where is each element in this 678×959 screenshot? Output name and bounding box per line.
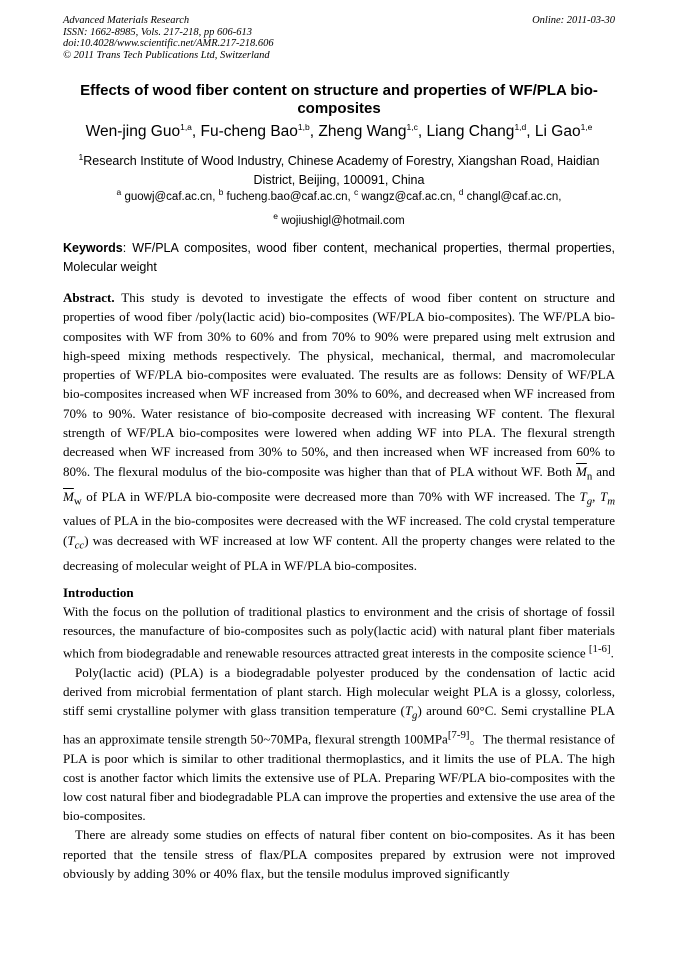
email-list: $^a$ guowj@caf.ac.cn, $^b$ fucheng.bao@caf.ac.cn, $^c$ wangz@caf.ac.cn, $^d$ changl@caf.ac.cn, $^e$ wojiushigl@hotmail.com: [116, 187, 562, 227]
running-header: [63, 15, 615, 61]
email-sup: e: [273, 210, 278, 221]
email-address[interactable]: wangz@caf.ac.cn: [361, 190, 453, 203]
author-name: Fu-cheng Bao: [200, 123, 298, 141]
abstract-text: This study is devoted to investigate the effects of wood fiber content on structure and properties of wood fiber /poly(lactic acid) bio-composites (WF/PLA bio-composites). The WF/PLA bio-composites with WF from 30% to 60% and from 70% to 90% were prepared using melt extrusion and high-speed mixing methods respectively. The physical, mechanical, thermal, and macromolecular properties of WF/PLA bio-composites were evaluated. The results are as follows: Density of WF/PLA bio-composites increased when WF increased from 30% to 60%, and decreased when WF increased from 70% to 90%. Water resistance of bio-composite decreased with increasing WF content. The flexural strength of WF/PLA bio-composites were lowered when adding WF into PLA. The flexural strength decreased when WF increased from 30% to 50%, and then increased when WF increased from 60% to 80%. The flexural modulus of the bio-composite was higher than that of PLA without WF. Both: [63, 290, 616, 479]
section-heading: Introduction: [63, 585, 134, 600]
journal-name: Advanced Materials Research: [63, 15, 190, 26]
author-sup: 1,d: [514, 122, 527, 132]
paragraph-text: Poly(lactic acid) (PLA) is a biodegradable polyester produced by the condensation of lactic acid derived from microbial fermentation of plant starch. High molecular weight PLA is a glossy, colorless, stiff semi crystalline polymer with glass transition temperature (: [63, 664, 615, 719]
paragraph-text: With the focus on the pollution of traditional plastics to environment and the crisis of shortage of fossil resources, the manufacture of bio-composites such as poly(lactic acid) with natural plant fiber materials which from biodegradable and renewable resources attracted great interests in the composite science: [63, 604, 615, 661]
email-sup: d: [458, 187, 464, 197]
author-sup: 1,e: [580, 122, 593, 132]
abstract-text: of PLA in WF/PLA bio-composite were decreased more than 70% with WF increased. The: [81, 488, 580, 504]
abstract: [63, 288, 615, 575]
tg-symbol: T: [404, 703, 413, 719]
email-address[interactable]: wojiushigl@hotmail.com: [281, 214, 405, 227]
tg-subscript: g: [586, 495, 593, 508]
paragraph: [63, 663, 615, 826]
author-name: Zheng Wang: [318, 123, 407, 141]
affiliation-text: Research Institute of Wood Industry, Chinese Academy of Forestry, Xiangshan Road, Haidian District, Beijing, 100091, China: [83, 154, 600, 187]
mw-subscript: w: [73, 495, 82, 508]
author-name: Liang Chang: [426, 123, 515, 141]
email-address[interactable]: fucheng.bao@caf.ac.cn: [226, 190, 348, 203]
abstract-text: ,: [592, 488, 600, 504]
author-name: Li Gao: [534, 123, 581, 141]
paper-title: Effects of wood fiber content on structure and properties of WF/PLA bio-composites: [80, 82, 598, 117]
abstract-text: ) was decreased with WF increased at low WF content. All the property changes were related to the decreasing of molecular weight of PLA in WF/PLA bio-composites.: [63, 532, 615, 573]
email-address[interactable]: changl@caf.ac.cn: [466, 190, 559, 203]
mn-symbol: $\overline{M}$: [576, 463, 587, 479]
mn-subscript: n: [586, 470, 593, 483]
tm-subscript: m: [607, 495, 616, 508]
tcc-subscript: cc: [74, 539, 85, 552]
tm-symbol: T: [599, 488, 608, 504]
email-sup: c: [353, 187, 359, 197]
paragraph-text: ) around 60°C. Semi crystalline PLA has an approximate tensile strength 50~70MPa, flexural strength 100MPa: [63, 703, 615, 747]
tg-subscript: g: [412, 709, 418, 722]
author-sup: 1,c: [406, 122, 418, 132]
author-list: Wen-jing Guo$^{1,a}$, Fu-cheng Bao$^{1,b}$, Zheng Wang$^{1,c}$, Liang Chang$^{1,d}$, Li Gao$^{1,e}$: [85, 122, 593, 141]
abstract-label: Abstract.: [63, 290, 115, 305]
email-sup: b: [218, 187, 224, 197]
online-date: Online: 2011-03-30: [532, 15, 615, 26]
author-name: Wen-jing Guo: [85, 123, 181, 141]
paragraph-text: There are already some studies on effects of natural fiber content on bio-composites. As it has been reported that the tensile stress of flax/PLA composites prepared by extrusion were not improved obviously by adding 30% or 40% flax, but the tensile modulus improved significantly: [63, 827, 615, 881]
introduction-body: [63, 602, 615, 883]
paragraph-text: 。The thermal resistance of PLA is poor which is similar to other traditional thermoplastics, and it limits the use of PLA. The high cost is another factor which limits the extensive use of PLA. Preparing WF/PLA bio-composites with the low cost natural fiber and biodegradable PLA can improve the properties and extensive the use area of the bio-composites.: [63, 731, 615, 824]
keywords: Keywords: WF/PLA composites, wood fiber content, mechanical properties, thermal properties, Molecular weight: [63, 241, 615, 274]
issn-line: ISSN: 1662-8985, Vols. 217-218, pp 606-613: [63, 26, 252, 38]
citation: [7-9]: [447, 729, 470, 742]
affiliation-sup: 1: [78, 152, 84, 162]
email-sup: a: [116, 187, 122, 197]
copyright-line: © 2011 Trans Tech Publications Ltd, Switzerland: [63, 49, 270, 61]
author-sup: 1,a: [180, 122, 192, 132]
abstract-text: values of PLA in the bio-composites were decreased with the WF increased. The cold crystal temperature (: [63, 513, 615, 548]
paragraph-text: .: [610, 645, 614, 661]
keywords-text: WF/PLA composites, wood fiber content, mechanical properties, thermal properties, Molecular weight: [63, 241, 615, 274]
paragraph: [63, 825, 615, 883]
tcc-symbol: T: [67, 532, 75, 548]
mw-symbol: $\overline{M}$: [63, 488, 74, 504]
keywords-label: Keywords: [63, 241, 123, 255]
paragraph: [63, 602, 615, 663]
citation: [1-6]: [588, 643, 611, 656]
tg-symbol: T: [579, 488, 587, 504]
email-address[interactable]: guowj@caf.ac.cn: [124, 190, 213, 203]
abstract-text: and: [592, 463, 615, 479]
doi-line: doi:10.4028/www.scientific.net/AMR.217-218.606: [63, 38, 274, 49]
author-sup: 1,b: [297, 122, 310, 132]
